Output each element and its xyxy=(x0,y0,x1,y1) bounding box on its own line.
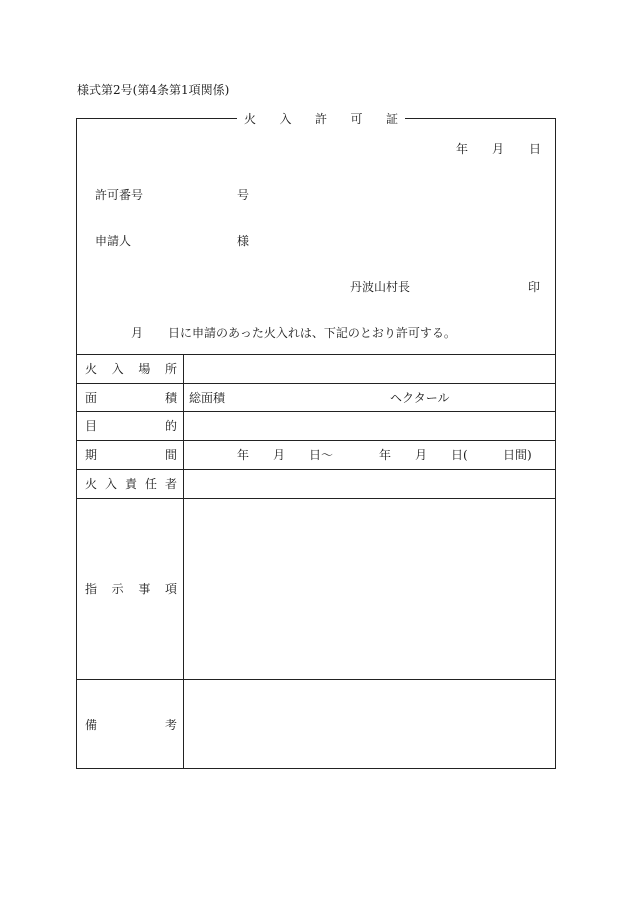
label-char: 所 xyxy=(164,362,177,376)
remarks-label xyxy=(85,719,177,731)
issue-date-month: 月 xyxy=(492,142,505,156)
label-char: 備 xyxy=(85,718,98,732)
applicant-label: 申請人 xyxy=(95,234,132,248)
start-day: 日〜 xyxy=(309,448,334,462)
label-char: 期 xyxy=(85,448,98,462)
end-year: 年 xyxy=(379,448,392,462)
label-char: 的 xyxy=(164,419,177,433)
start-year: 年 xyxy=(237,448,250,462)
form-title xyxy=(237,113,405,125)
row-rule xyxy=(77,498,555,499)
row-rule xyxy=(77,440,555,441)
total-area-label: 総面積 xyxy=(189,391,226,405)
row-rule xyxy=(77,411,555,412)
period-label xyxy=(85,449,177,461)
label-char: 間 xyxy=(164,448,177,462)
title-char: 可 xyxy=(350,112,363,126)
label-char: 積 xyxy=(164,391,177,405)
label-char: 火 xyxy=(85,477,98,491)
title-char: 許 xyxy=(314,112,327,126)
form-reference: 様式第2号(第4条第1項関係) xyxy=(77,83,230,97)
supervisor-label xyxy=(85,478,177,490)
issuer-title: 丹波山村長 xyxy=(350,280,411,294)
permit-number-label: 許可番号 xyxy=(95,188,144,202)
issue-date-year: 年 xyxy=(456,142,469,156)
title-char: 火 xyxy=(244,112,257,126)
label-char: 火 xyxy=(85,362,98,376)
days-count: 日間) xyxy=(503,448,532,462)
statement-text: 日に申請のあった火入れは、下記のとおり許可する。 xyxy=(168,326,456,340)
label-char: 事 xyxy=(138,582,151,596)
title-char: 証 xyxy=(385,112,398,126)
end-day: 日( xyxy=(451,448,468,462)
applicant-suffix: 様 xyxy=(237,234,250,248)
label-char: 任 xyxy=(144,477,157,491)
issue-date-day: 日 xyxy=(529,142,542,156)
instructions-label xyxy=(85,583,177,595)
row-rule xyxy=(77,383,555,384)
table-top-rule xyxy=(77,354,555,355)
area-label xyxy=(85,392,177,404)
label-char: 入 xyxy=(111,362,124,376)
start-month: 月 xyxy=(273,448,286,462)
label-char: 入 xyxy=(104,477,117,491)
label-char: 項 xyxy=(164,582,177,596)
label-char: 考 xyxy=(164,718,177,732)
permit-number-suffix: 号 xyxy=(237,188,250,202)
seal-mark: 印 xyxy=(528,280,541,294)
row-rule xyxy=(77,679,555,680)
label-char: 責 xyxy=(124,477,137,491)
label-char: 者 xyxy=(164,477,177,491)
label-char: 面 xyxy=(85,391,98,405)
end-month: 月 xyxy=(415,448,428,462)
label-column-rule xyxy=(183,354,184,768)
location-label xyxy=(85,363,177,375)
label-char: 示 xyxy=(111,582,124,596)
purpose-label xyxy=(85,420,177,432)
statement-month: 月 xyxy=(131,326,144,340)
label-char: 目 xyxy=(85,419,98,433)
label-char: 場 xyxy=(138,362,151,376)
title-char: 入 xyxy=(279,112,292,126)
row-rule xyxy=(77,469,555,470)
hectare-unit: ヘクタール xyxy=(390,391,450,405)
label-char: 指 xyxy=(85,582,98,596)
permit-form xyxy=(76,112,556,769)
